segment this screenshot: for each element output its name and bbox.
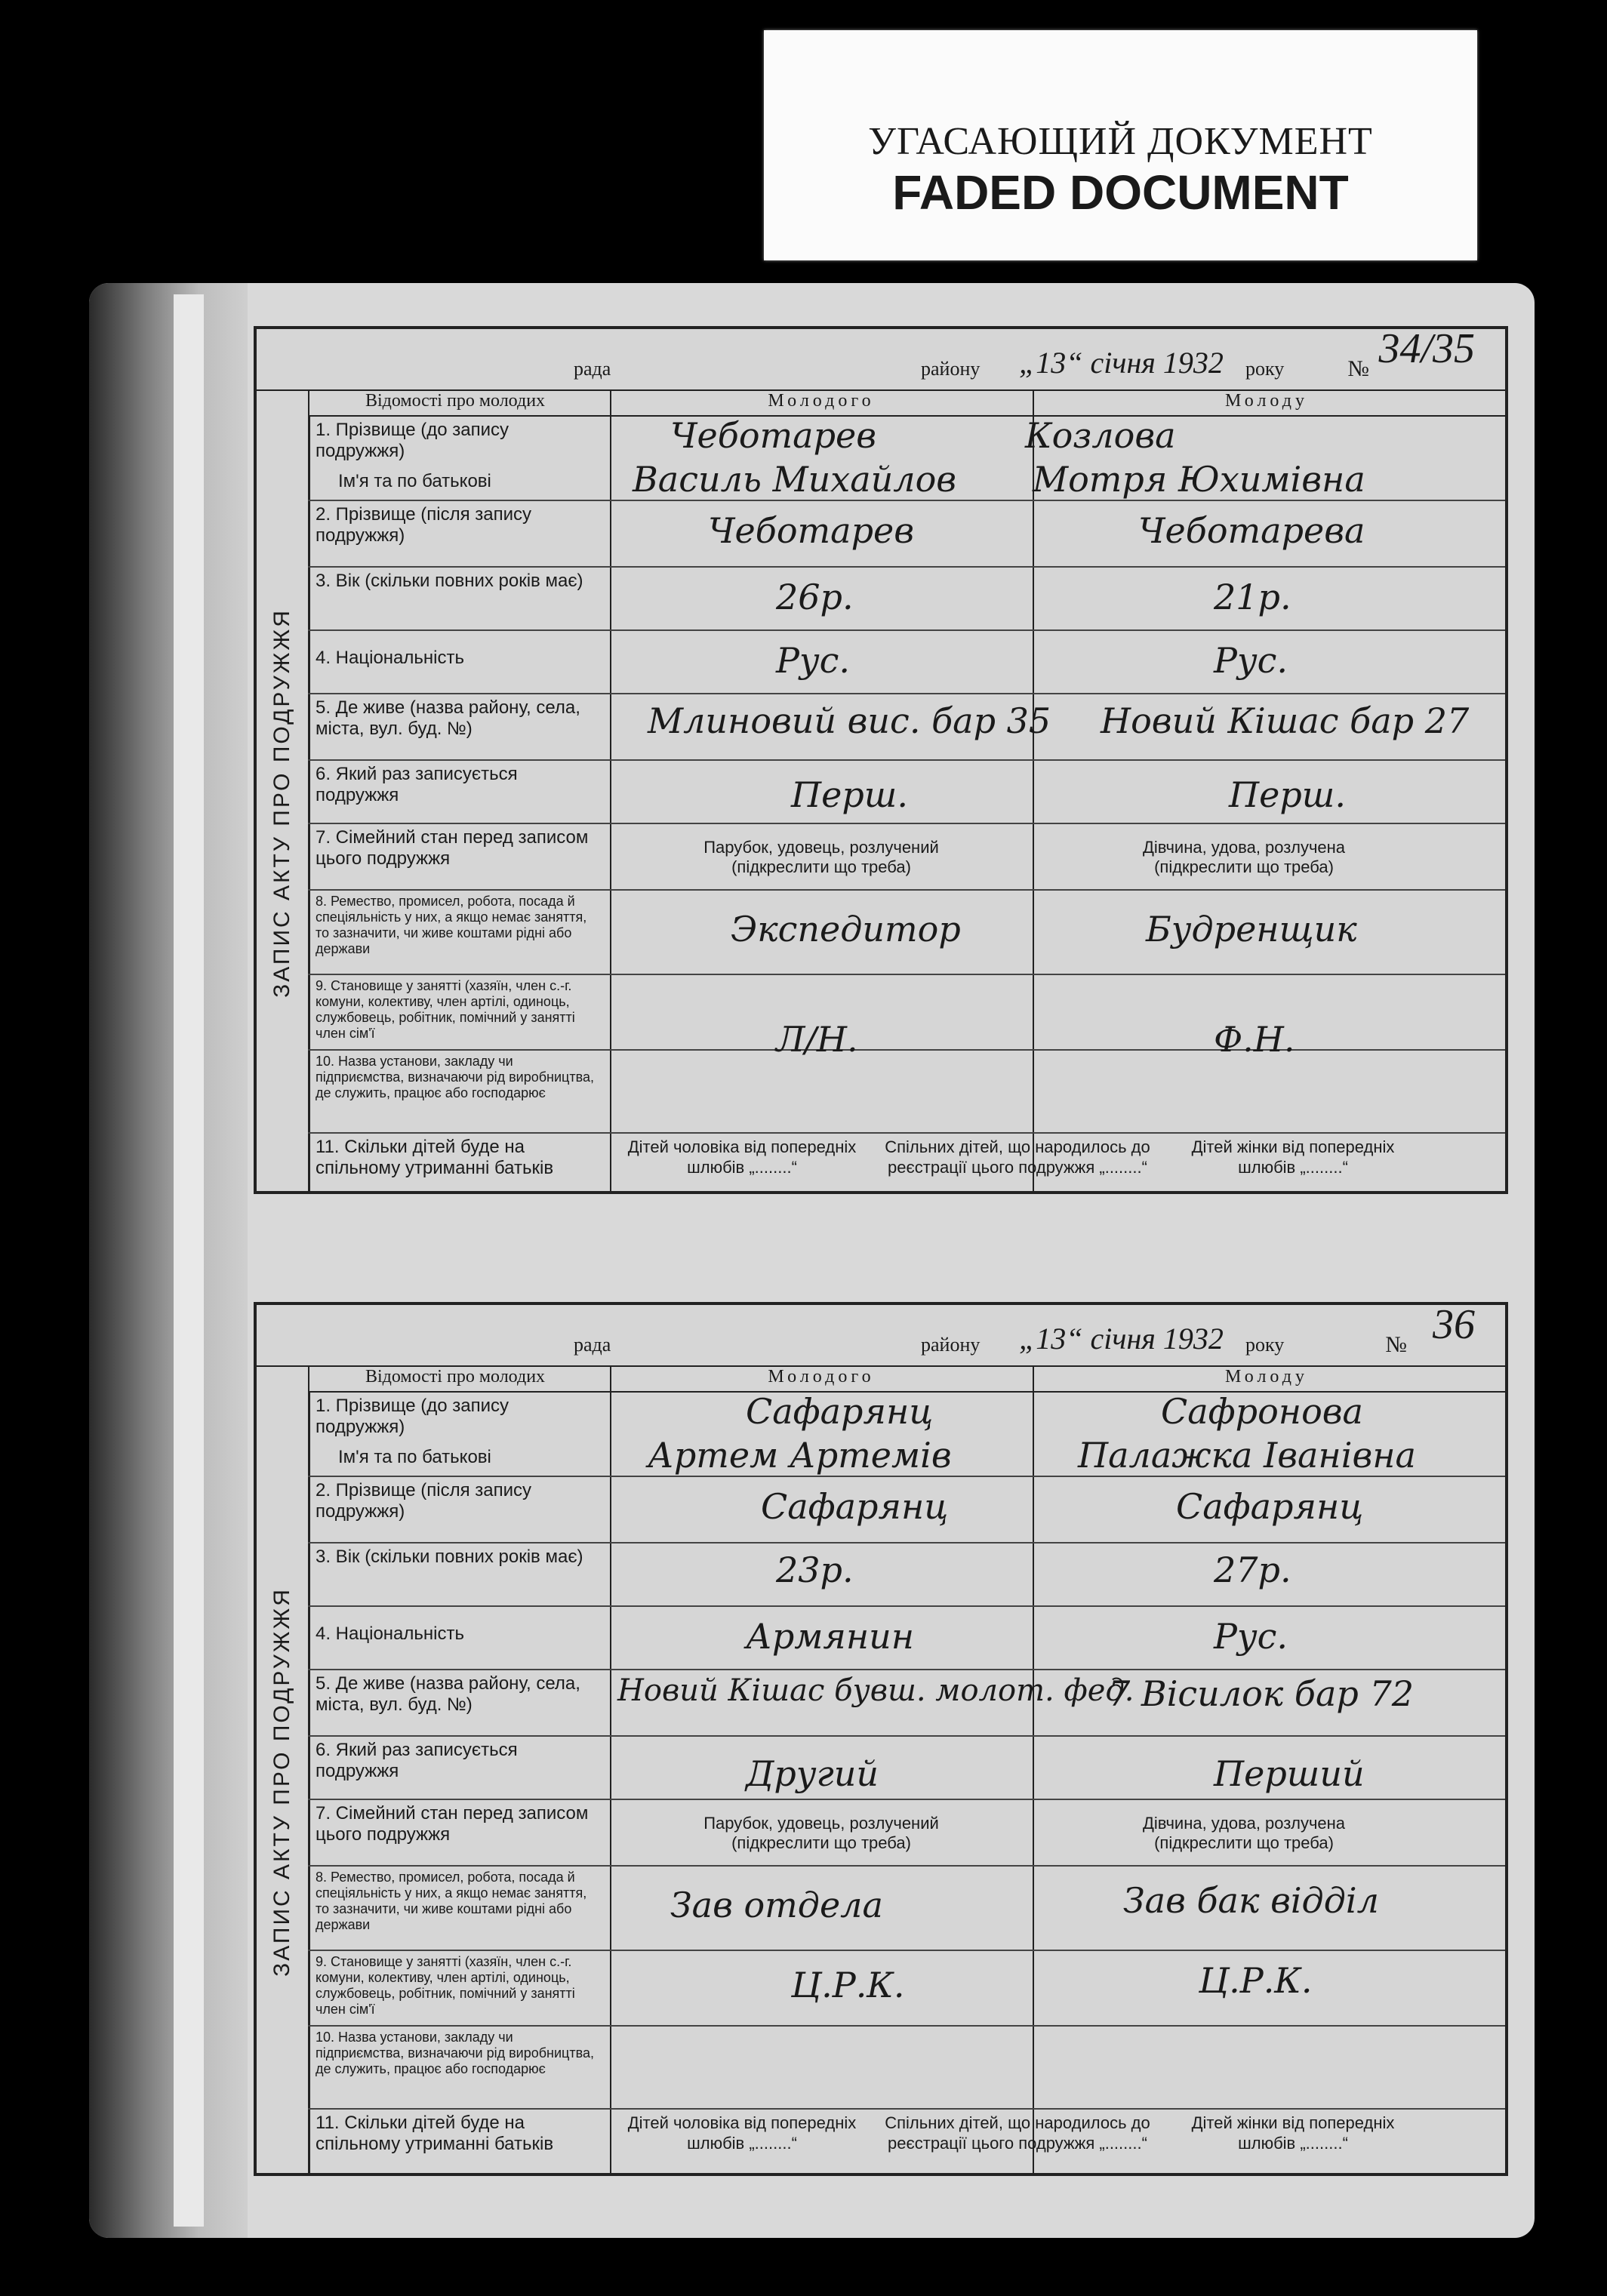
field-label: 1. Прізвище (до запису подружжя) [316, 1396, 509, 1437]
handwritten-value: Млиновий вис. бар 35 [648, 700, 1051, 741]
field-label: 7. Сімейний стан перед записом цього подружжя [316, 1803, 589, 1845]
rayon-label: району [921, 1334, 981, 1356]
field-label: 11. Скільки дітей буде на спільному утриманні батьків [316, 2113, 554, 2154]
handwritten-value: Перш. [1229, 774, 1346, 815]
row-marital-status [308, 1799, 1505, 1867]
handwritten-value: 23р. [776, 1550, 854, 1590]
handwritten-value: Ф.Н. [1214, 1019, 1295, 1060]
children-field: Дітей жінки від попередніх шлюбів „........“ [1191, 1137, 1395, 1177]
handwritten-value: Новий Кішас бар 27 [1101, 700, 1470, 741]
handwritten-value: Рус. [1214, 640, 1288, 681]
handwritten-value: Палажка Іванівна [1078, 1435, 1416, 1476]
children-field: Спільних дітей, що народилось до реєстрації цього подружжя „........“ [885, 1137, 1150, 1177]
row-age [308, 1542, 1505, 1607]
rayon-label: району [921, 358, 981, 380]
label-line-ru: УГАСАЮЩИЙ ДОКУМЕНТ [868, 120, 1373, 163]
row-marriage-count [308, 759, 1505, 824]
field-label: 5. Де живе (назва району, села, міста, вул. буд. №) [316, 697, 580, 739]
side-title-text: ЗАПИС АКТУ ПРО ПОДРУЖЖЯ [269, 1587, 294, 1977]
field-label: 2. Прізвище (після запису подружжя) [316, 1480, 532, 1522]
roku-label: року [1245, 358, 1285, 380]
handwritten-value: Зав отдела [670, 1885, 883, 1925]
handwritten-value: Будренщик [1146, 909, 1357, 949]
row-position [308, 974, 1505, 1051]
field-label: Ім'я та по батькові [338, 471, 491, 491]
number-label: № [1347, 356, 1369, 381]
handwritten-value: Экспедитор [731, 909, 961, 949]
side-title-text: ЗАПИС АКТУ ПРО ПОДРУЖЖЯ [269, 608, 294, 998]
handwritten-value: Чеботарев [708, 510, 915, 551]
handwritten-value: Перш. [791, 774, 908, 815]
handwritten-value: Рус. [1214, 1616, 1288, 1657]
row-position [308, 1950, 1505, 2027]
row-children [308, 1132, 1505, 1188]
label-line-en: FADED DOCUMENT [892, 165, 1349, 220]
row-nationality [308, 1605, 1505, 1670]
col-groom: Молодого [768, 391, 875, 411]
record-date: „13“ січня 1932 [1019, 1322, 1224, 1356]
handwritten-value: Чеботарева [1138, 510, 1365, 551]
field-label: 10. Назва установи, закладу чи підприємства, визначаючи рід виробництва, де служить, працює або господарює [316, 2030, 594, 2076]
status-options: Парубок, удовець, розлучений (підкреслити що треба) [703, 1814, 939, 1852]
row-children [308, 2108, 1505, 2170]
record-number: 34/35 [1378, 325, 1475, 372]
field-label: 4. Національність [316, 648, 464, 668]
row-surname-after [308, 1476, 1505, 1543]
handwritten-value: Козлова [1025, 415, 1176, 456]
handwritten-value: Чеботарев [670, 415, 877, 456]
handwritten-value: 7 Вісилок бар 72 [1108, 1673, 1414, 1714]
row-age [308, 566, 1505, 631]
marriage-record-1 [254, 326, 1508, 1194]
status-options: Парубок, удовець, розлучений (підкреслити що треба) [703, 838, 939, 876]
number-label: № [1385, 1332, 1407, 1357]
handwritten-value: Артем Артемів [648, 1435, 952, 1476]
col-bride: Молоду [1225, 391, 1308, 411]
handwritten-value: Зав бак відділ [1123, 1880, 1379, 1921]
handwritten-value: 21р. [1214, 577, 1291, 617]
row-institution [308, 1019, 1505, 1134]
field-label: 10. Назва установи, закладу чи підприємства, визначаючи рід виробництва, де служить, працює або господарює [316, 1054, 594, 1100]
handwritten-value: Новий Кішас бувш. молот. фед. [617, 1673, 1134, 1708]
col-label: Відомості про молодих [365, 391, 546, 411]
record-date: „13“ січня 1932 [1019, 346, 1224, 380]
row-surname-before [308, 415, 1505, 501]
handwritten-value: Ц.Р.К. [791, 1965, 905, 2005]
handwritten-value: Ц.Р.К. [1199, 1960, 1313, 2001]
handwritten-value: Сафарянц [746, 1391, 934, 1432]
record-header [257, 325, 1505, 391]
field-label: 9. Становище у занятті (хазяїн, член с.-г. комуни, колективу, член артілі, одиноць, службовець, робітник, помічний у занятті член сім'ї [316, 978, 575, 1041]
handwritten-value: Сафарянц [761, 1486, 949, 1527]
rada-label: рада [574, 358, 611, 380]
children-field: Дітей чоловіка від попередніх шлюбів „........“ [627, 1137, 857, 1177]
children-field: Дітей чоловіка від попередніх шлюбів „........“ [627, 2113, 857, 2153]
rada-label: рада [574, 1334, 611, 1356]
side-title [257, 415, 310, 1191]
row-marital-status [308, 823, 1505, 891]
status-options: Дівчина, удова, розлучена (підкреслити що треба) [1142, 1814, 1346, 1852]
handwritten-value: Сафарянц [1176, 1486, 1364, 1527]
row-residence [308, 1669, 1505, 1737]
roku-label: року [1245, 1334, 1285, 1356]
field-label: 8. Ремество, промисел, робота, посада й спеціяльність у них, а якщо немає заняття, то зазначити, чи живе коштами рідні або держави [316, 894, 587, 956]
field-label: Ім'я та по батькові [338, 1447, 491, 1467]
column-header [308, 389, 1505, 417]
field-label: 11. Скільки дітей буде на спільному утриманні батьків [316, 1137, 554, 1178]
field-label: 4. Національність [316, 1624, 464, 1644]
field-label: 8. Ремество, промисел, робота, посада й спеціяльність у них, а якщо немає заняття, то зазначити, чи живе коштами рідні або держави [316, 1870, 587, 1932]
row-occupation [308, 889, 1505, 975]
faded-document-label [764, 30, 1477, 260]
row-nationality [308, 629, 1505, 694]
field-label: 9. Становище у занятті (хазяїн, член с.-г. комуни, колективу, член артілі, одиноць, службовець, робітник, помічний у занятті член сім'ї [316, 1954, 575, 2017]
handwritten-value: Рус. [776, 640, 851, 681]
children-field: Спільних дітей, що народилось до реєстрації цього подружжя „........“ [885, 2113, 1150, 2153]
row-marriage-count [308, 1735, 1505, 1800]
record-header [257, 1301, 1505, 1367]
row-surname-after [308, 500, 1505, 568]
row-institution [308, 2025, 1505, 2110]
record-number: 36 [1433, 1301, 1475, 1348]
field-label: 6. Який раз записується подружжя [316, 764, 518, 805]
column-header [308, 1365, 1505, 1393]
handwritten-value: 26р. [776, 577, 854, 617]
handwritten-value: Перший [1214, 1753, 1365, 1794]
book-spine [89, 283, 248, 2238]
side-title [257, 1391, 310, 2173]
status-options: Дівчина, удова, розлучена (підкреслити що треба) [1142, 838, 1346, 876]
field-label: 5. Де живе (назва району, села, міста, вул. буд. №) [316, 1673, 580, 1715]
handwritten-value: Сафронова [1161, 1391, 1363, 1432]
field-label: 1. Прізвище (до запису подружжя) [316, 420, 509, 461]
row-occupation [308, 1865, 1505, 1951]
handwritten-value: Другий [746, 1753, 879, 1794]
marriage-record-2 [254, 1302, 1508, 2176]
col-label: Відомості про молодих [365, 1367, 546, 1387]
field-label: 6. Який раз записується подружжя [316, 1740, 518, 1781]
handwritten-value: 27р. [1214, 1550, 1291, 1590]
handwritten-value: Л/Н. [776, 1019, 858, 1060]
row-residence [308, 693, 1505, 761]
col-groom: Молодого [768, 1367, 875, 1387]
col-bride: Молоду [1225, 1367, 1308, 1387]
handwritten-value: Мотря Юхимівна [1033, 459, 1365, 500]
field-label: 3. Вік (скільки повних років має) [316, 571, 583, 591]
field-label: 7. Сімейний стан перед записом цього подружжя [316, 827, 589, 869]
handwritten-value: Василь Михайлов [633, 459, 957, 500]
field-label: 2. Прізвище (після запису подружжя) [316, 504, 532, 546]
children-field: Дітей жінки від попередніх шлюбів „........“ [1191, 2113, 1395, 2153]
handwritten-value: Армянин [746, 1616, 915, 1657]
page-edge [174, 294, 204, 2227]
row-surname-before [308, 1391, 1505, 1477]
field-label: 3. Вік (скільки повних років має) [316, 1547, 583, 1567]
